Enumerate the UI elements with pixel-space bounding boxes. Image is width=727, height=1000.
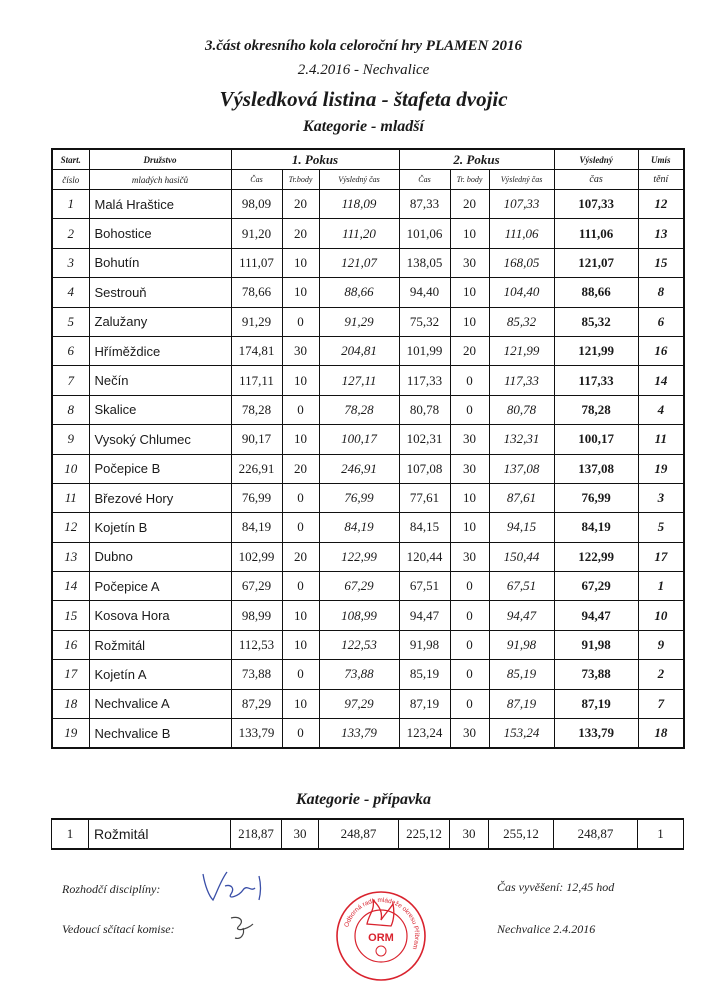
- table-row: [52, 395, 684, 424]
- table-row: [52, 425, 684, 454]
- attempt1-result: 73,88: [319, 660, 399, 689]
- final-time: 94,47: [554, 601, 638, 630]
- final-time: 133,79: [554, 719, 638, 749]
- attempt1-penalty: 0: [282, 513, 319, 542]
- rank: 19: [638, 454, 684, 483]
- start-number: 3: [52, 248, 89, 277]
- attempt2-result: 94,47: [489, 601, 554, 630]
- rank: 2: [638, 660, 684, 689]
- attempt2-result: 107,33: [489, 190, 554, 219]
- attempt2-penalty: 20: [450, 336, 489, 365]
- attempt1-time: 73,88: [231, 660, 282, 689]
- final-time: 122,99: [554, 542, 638, 571]
- stamp-ring-text: Odborná rada mládeže okresu Příbram: [343, 896, 421, 951]
- attempt1-penalty: 10: [282, 248, 319, 277]
- start-number: 5: [52, 307, 89, 336]
- attempt1-result: 100,17: [319, 425, 399, 454]
- table-row: [52, 630, 684, 659]
- attempt1-time: 98,99: [231, 601, 282, 630]
- attempt2-penalty: 30: [450, 248, 489, 277]
- table-row: [52, 819, 684, 849]
- final-time: 248,87: [554, 819, 638, 849]
- team-name: Dubno: [89, 542, 231, 571]
- attempt2-result: 85,19: [489, 660, 554, 689]
- attempt1-penalty: 0: [282, 395, 319, 424]
- table-row: [52, 660, 684, 689]
- team-name: Malá Hraštice: [89, 190, 231, 219]
- attempt2-time: 94,40: [399, 278, 450, 307]
- attempt1-time: 111,07: [231, 248, 282, 277]
- attempt1-result: 118,09: [319, 190, 399, 219]
- attempt1-penalty: 30: [282, 819, 319, 849]
- start-number: 13: [52, 542, 89, 571]
- rank: 9: [638, 630, 684, 659]
- attempt2-time: 102,31: [399, 425, 450, 454]
- attempt2-penalty: 0: [450, 395, 489, 424]
- attempt1-result: 78,28: [319, 395, 399, 424]
- attempt1-time: 226,91: [231, 454, 282, 483]
- attempt2-time: 101,06: [399, 219, 450, 248]
- attempt1-time: 174,81: [231, 336, 282, 365]
- table-row: [52, 601, 684, 630]
- attempt1-penalty: 10: [282, 601, 319, 630]
- attempt1-time: 67,29: [231, 572, 282, 601]
- start-number: 16: [52, 630, 89, 659]
- attempt2-result: 87,19: [489, 689, 554, 718]
- attempt2-result: 117,33: [489, 366, 554, 395]
- team-name: Vysoký Chlumec: [89, 425, 231, 454]
- category-heading-pripravka: Kategorie - přípavka: [295, 791, 432, 808]
- table-row: [52, 483, 684, 512]
- table-row: [52, 719, 684, 749]
- rank: 1: [638, 572, 684, 601]
- header-line-1: 3.část okresního kola celoroční hry PLAMEN 2016: [204, 38, 523, 54]
- start-number: 17: [52, 660, 89, 689]
- start-number: 1: [52, 190, 89, 219]
- attempt2-time: 138,05: [399, 248, 450, 277]
- final-time: 67,29: [554, 572, 638, 601]
- attempt2-time: 101,99: [399, 336, 450, 365]
- attempt2-time: 107,08: [399, 454, 450, 483]
- attempt2-penalty: 0: [450, 601, 489, 630]
- attempt2-penalty: 30: [450, 819, 489, 849]
- attempt2-time: 87,33: [399, 190, 450, 219]
- team-name: Hříměždice: [89, 336, 231, 365]
- table-row: [52, 248, 684, 277]
- attempt2-time: 123,24: [399, 719, 450, 749]
- attempt2-penalty: 0: [450, 660, 489, 689]
- team-name: Kosova Hora: [89, 601, 231, 630]
- attempt2-result: 67,51: [489, 572, 554, 601]
- rank: 5: [638, 513, 684, 542]
- attempt1-result: 121,07: [319, 248, 399, 277]
- team-name: Bohutín: [89, 248, 231, 277]
- rank: 1: [638, 819, 684, 849]
- col-start-subheader: číslo: [52, 170, 89, 190]
- attempt2-result: 121,99: [489, 336, 554, 365]
- col-final-header: Výsledný: [554, 149, 638, 170]
- table-row: [52, 572, 684, 601]
- final-time: 85,32: [554, 307, 638, 336]
- category-heading-mladsi: Kategorie - mladší: [303, 118, 424, 135]
- attempt1-result: 91,29: [319, 307, 399, 336]
- start-number: 19: [52, 719, 89, 749]
- team-name: Kojetín A: [89, 660, 231, 689]
- attempt1-penalty: 0: [282, 483, 319, 512]
- attempt1-result: 204,81: [319, 336, 399, 365]
- attempt2-penalty: 0: [450, 630, 489, 659]
- team-name: Sestrouň: [89, 278, 231, 307]
- attempt2-result: 94,15: [489, 513, 554, 542]
- rank: 3: [638, 483, 684, 512]
- results-rows: [52, 190, 684, 749]
- attempt1-time: 87,29: [231, 689, 282, 718]
- attempt2-result: 111,06: [489, 219, 554, 248]
- table-row: [52, 278, 684, 307]
- rank: 14: [638, 366, 684, 395]
- start-number: 9: [52, 425, 89, 454]
- rank: 4: [638, 395, 684, 424]
- attempt2-penalty: 0: [450, 689, 489, 718]
- start-number: 7: [52, 366, 89, 395]
- attempt1-result: 127,11: [319, 366, 399, 395]
- attempt1-result: 88,66: [319, 278, 399, 307]
- start-number: 6: [52, 336, 89, 365]
- attempt1-time: 78,28: [231, 395, 282, 424]
- place-date: Nechvalice 2.4.2016: [497, 922, 596, 936]
- attempt1-result: 111,20: [319, 219, 399, 248]
- attempt2-penalty: 30: [450, 719, 489, 749]
- attempt2-penalty: 30: [450, 454, 489, 483]
- final-time: 84,19: [554, 513, 638, 542]
- attempt2-result: 104,40: [489, 278, 554, 307]
- attempt1-time: 91,20: [231, 219, 282, 248]
- attempt1-penalty: 10: [282, 689, 319, 718]
- rank: 10: [638, 601, 684, 630]
- attempt1-penalty: 20: [282, 190, 319, 219]
- attempt2-result: 132,31: [489, 425, 554, 454]
- attempt2-penalty: 10: [450, 219, 489, 248]
- judge-signature: [195, 866, 285, 906]
- start-number: 11: [52, 483, 89, 512]
- attempt2-penalty: 0: [450, 366, 489, 395]
- col-time1-header: Čas: [231, 170, 282, 190]
- col-time2-header: Čas: [399, 170, 450, 190]
- attempt1-penalty: 20: [282, 542, 319, 571]
- col-team-header: Družstvo: [89, 149, 231, 170]
- attempt1-penalty: 10: [282, 366, 319, 395]
- pripravka-table: [51, 818, 684, 850]
- final-time: 137,08: [554, 454, 638, 483]
- attempt1-result: 246,91: [319, 454, 399, 483]
- final-time: 73,88: [554, 660, 638, 689]
- attempt1-time: 112,53: [231, 630, 282, 659]
- attempt2-time: 94,47: [399, 601, 450, 630]
- attempt2-result: 168,05: [489, 248, 554, 277]
- col-start-header: Start.: [52, 149, 89, 170]
- attempt1-penalty: 30: [282, 336, 319, 365]
- attempt1-result: 67,29: [319, 572, 399, 601]
- attempt1-time: 133,79: [231, 719, 282, 749]
- col-team-subheader: mladých hasičů: [89, 170, 231, 190]
- attempt1-penalty: 0: [282, 307, 319, 336]
- rank: 12: [638, 190, 684, 219]
- rank: 6: [638, 307, 684, 336]
- rank: 8: [638, 278, 684, 307]
- attempt2-penalty: 10: [450, 483, 489, 512]
- team-name: Nechvalice B: [89, 719, 231, 749]
- counting-committee-label: Vedoucí sčítací komise:: [62, 922, 175, 936]
- team-name: Rožmitál: [89, 819, 231, 849]
- team-name: Nechvalice A: [89, 689, 231, 718]
- attempt2-time: 77,61: [399, 483, 450, 512]
- attempt1-result: 133,79: [319, 719, 399, 749]
- attempt2-penalty: 10: [450, 307, 489, 336]
- start-number: 8: [52, 395, 89, 424]
- table-header-row-2: [52, 170, 684, 190]
- col-rank-subheader: tění: [638, 170, 684, 190]
- col-penalty2-header: Tr. body: [450, 170, 489, 190]
- attempt2-penalty: 0: [450, 572, 489, 601]
- attempt1-penalty: 0: [282, 572, 319, 601]
- attempt1-penalty: 10: [282, 630, 319, 659]
- start-number: 10: [52, 454, 89, 483]
- attempt1-penalty: 20: [282, 454, 319, 483]
- attempt1-result: 108,99: [319, 601, 399, 630]
- attempt2-time: 120,44: [399, 542, 450, 571]
- final-time: 121,07: [554, 248, 638, 277]
- attempt2-result: 137,08: [489, 454, 554, 483]
- rank: 16: [638, 336, 684, 365]
- attempt2-penalty: 20: [450, 190, 489, 219]
- attempt2-result: 87,61: [489, 483, 554, 512]
- col-attempt2-header: 2. Pokus: [399, 149, 554, 170]
- final-time: 117,33: [554, 366, 638, 395]
- col-final-subheader: čas: [554, 170, 638, 190]
- table-row: [52, 307, 684, 336]
- judge-label: Rozhodčí disciplíny:: [62, 882, 161, 896]
- col-result2-header: Výsledný čas: [489, 170, 554, 190]
- attempt1-time: 98,09: [231, 190, 282, 219]
- attempt2-penalty: 30: [450, 542, 489, 571]
- table-row: [52, 689, 684, 718]
- page-title: Výsledková listina - štafeta dvojic: [219, 87, 508, 111]
- team-name: Zalužany: [89, 307, 231, 336]
- attempt2-time: 67,51: [399, 572, 450, 601]
- attempt1-penalty: 10: [282, 425, 319, 454]
- attempt2-time: 117,33: [399, 366, 450, 395]
- table-row: [52, 219, 684, 248]
- table-row: [52, 513, 684, 542]
- final-time: 100,17: [554, 425, 638, 454]
- attempt1-time: 90,17: [231, 425, 282, 454]
- attempt1-result: 84,19: [319, 513, 399, 542]
- table-row: [52, 454, 684, 483]
- team-name: Počepice A: [89, 572, 231, 601]
- attempt1-penalty: 0: [282, 660, 319, 689]
- attempt2-result: 255,12: [489, 819, 554, 849]
- stamp-center-text: ORM: [368, 932, 394, 944]
- attempt2-time: 85,19: [399, 660, 450, 689]
- attempt1-time: 78,66: [231, 278, 282, 307]
- rank: 7: [638, 689, 684, 718]
- attempt2-time: 75,32: [399, 307, 450, 336]
- start-number: 18: [52, 689, 89, 718]
- attempt2-time: 84,15: [399, 513, 450, 542]
- results-table: [51, 148, 685, 749]
- attempt2-time: 80,78: [399, 395, 450, 424]
- attempt1-result: 122,99: [319, 542, 399, 571]
- attempt1-time: 102,99: [231, 542, 282, 571]
- table-header-row-1: [52, 149, 684, 170]
- attempt1-time: 91,29: [231, 307, 282, 336]
- attempt2-result: 153,24: [489, 719, 554, 749]
- final-time: 121,99: [554, 336, 638, 365]
- team-name: Bohostice: [89, 219, 231, 248]
- attempt2-result: 91,98: [489, 630, 554, 659]
- attempt2-result: 80,78: [489, 395, 554, 424]
- attempt2-time: 87,19: [399, 689, 450, 718]
- table-row: [52, 542, 684, 571]
- final-time: 87,19: [554, 689, 638, 718]
- final-time: 107,33: [554, 190, 638, 219]
- attempt1-result: 122,53: [319, 630, 399, 659]
- table-row: [52, 190, 684, 219]
- attempt1-penalty: 0: [282, 719, 319, 749]
- start-number: 12: [52, 513, 89, 542]
- attempt2-penalty: 10: [450, 278, 489, 307]
- attempt1-time: 218,87: [231, 819, 282, 849]
- rank: 13: [638, 219, 684, 248]
- rank: 18: [638, 719, 684, 749]
- table-row: [52, 336, 684, 365]
- rank: 15: [638, 248, 684, 277]
- final-time: 88,66: [554, 278, 638, 307]
- final-time: 91,98: [554, 630, 638, 659]
- rank: 17: [638, 542, 684, 571]
- col-penalty1-header: Tr.body: [282, 170, 319, 190]
- team-name: Březové Hory: [89, 483, 231, 512]
- team-name: Nečín: [89, 366, 231, 395]
- attempt1-result: 248,87: [319, 819, 399, 849]
- attempt1-time: 117,11: [231, 366, 282, 395]
- attempt2-time: 91,98: [399, 630, 450, 659]
- attempt1-result: 76,99: [319, 483, 399, 512]
- attempt1-time: 84,19: [231, 513, 282, 542]
- start-number: 14: [52, 572, 89, 601]
- attempt2-penalty: 10: [450, 513, 489, 542]
- rank: 11: [638, 425, 684, 454]
- col-attempt1-header: 1. Pokus: [231, 149, 399, 170]
- attempt1-time: 76,99: [231, 483, 282, 512]
- final-time: 78,28: [554, 395, 638, 424]
- attempt2-penalty: 30: [450, 425, 489, 454]
- start-number: 15: [52, 601, 89, 630]
- attempt1-result: 97,29: [319, 689, 399, 718]
- final-time: 111,06: [554, 219, 638, 248]
- team-name: Počepice B: [89, 454, 231, 483]
- team-name: Kojetín B: [89, 513, 231, 542]
- table-row: [52, 366, 684, 395]
- attempt1-penalty: 10: [282, 278, 319, 307]
- attempt2-result: 150,44: [489, 542, 554, 571]
- start-number: 4: [52, 278, 89, 307]
- team-name: Skalice: [89, 395, 231, 424]
- attempt2-result: 85,32: [489, 307, 554, 336]
- start-number: 2: [52, 219, 89, 248]
- orm-stamp: [333, 884, 429, 988]
- posted-time: Čas vyvěšení: 12,45 hod: [497, 880, 615, 894]
- pripravka-rows: [52, 819, 684, 849]
- committee-signature: [225, 912, 275, 942]
- col-rank-header: Umís: [638, 149, 684, 170]
- attempt1-penalty: 20: [282, 219, 319, 248]
- header-date-place: 2.4.2016 - Nechvalice: [297, 62, 430, 78]
- attempt2-time: 225,12: [399, 819, 450, 849]
- col-result1-header: Výsledný čas: [319, 170, 399, 190]
- final-time: 76,99: [554, 483, 638, 512]
- team-name: Rožmitál: [89, 630, 231, 659]
- start-number: 1: [52, 819, 89, 849]
